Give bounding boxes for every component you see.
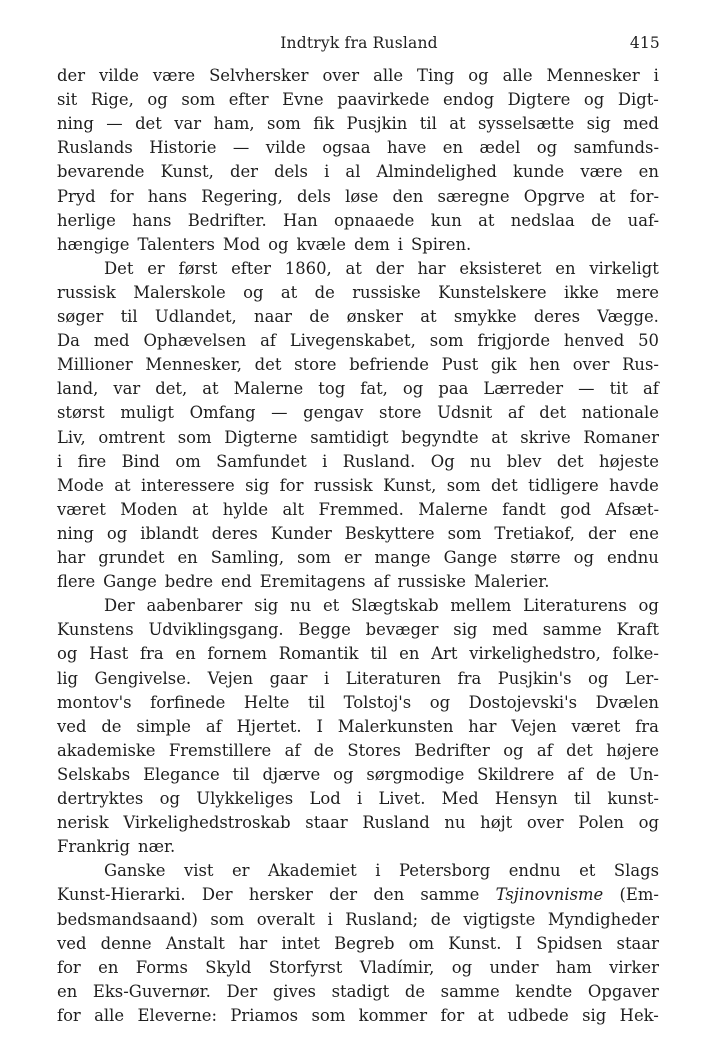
text-line: Liv, omtrent som Digterne samtidigt begyndte at skrive Romaner: [57, 427, 659, 447]
running-header: [58, 34, 660, 58]
text-line: bevarende Kunst, der dels i al Almindelighed kunde være en: [57, 162, 659, 182]
text-line: størst muligt Omfang — gengav store Udsnit af det nationale: [57, 403, 659, 423]
text-line: lig Gengivelse. Vejen gaar i Literaturen fra Pusjkin's og Ler-: [57, 668, 659, 688]
text-line: søger til Udlandet, naar de ønsker at smykke deres Vægge.: [57, 307, 659, 326]
text-line: Det er først efter 1860, at der har eksisteret en virkeligt: [104, 258, 659, 278]
text-line: for en Forms Skyld Storfyrst Vladímir, og under ham virker: [57, 957, 659, 977]
running-title: Indtryk fra Rusland: [280, 34, 438, 52]
text-line: herlige hans Bedrifter. Han opnaaede kun at nedslaa de uaf-: [57, 210, 659, 230]
text-line: dertryktes og Ulykkeliges Lod i Livet. Med Hensyn til kunst-: [57, 789, 659, 808]
text-line: ved de simple af Hjertet. I Malerkunsten har Vejen været fra: [57, 716, 659, 736]
text-line: Kunstens Udviklingsgang. Begge bevæger sig med samme Kraft: [57, 620, 659, 640]
text-line: og Hast fra en fornem Romantik til en Art virkelighedstro, folke-: [57, 644, 659, 664]
text-line: ved denne Anstalt har intet Begreb om Kunst. I Spidsen staar: [57, 933, 659, 953]
text-line: bedsmandsaand) som overalt i Rusland; de vigtigste Myndigheder: [57, 909, 659, 929]
text-line: ning — det var ham, som fik Pusjkin til at sysselsætte sig med: [57, 114, 659, 134]
text-line: Mode at interessere sig for russisk Kunst, som det tidligere havde: [57, 475, 659, 495]
text-line: Kunst-Hierarki. Der hersker der den samme Tsjinovnisme (Em-: [57, 885, 659, 905]
text-line: har grundet en Samling, som er mange Gange større og endnu: [57, 548, 659, 567]
text-line: ning og iblandt deres Kunder Beskyttere som Tretiakof, der ene: [57, 523, 659, 543]
text-line: Frankrig nær.: [57, 837, 176, 857]
text-line: hængige Talenters Mod og kvæle dem i Spiren.: [57, 234, 472, 254]
text-line: akademiske Fremstillere af de Stores Bedrifter og af det højere: [57, 740, 659, 760]
text-line: russisk Malerskole og at de russiske Kunstelskere ikke mere: [57, 282, 659, 302]
text-line: nerisk Virkelighedstroskab staar Rusland nu højt over Polen og: [57, 813, 659, 833]
text-line: en Eks-Guvernør. Der gives stadigt de samme kendte Opgaver: [57, 981, 659, 1001]
page-number: 415: [629, 34, 660, 52]
text-line: Ganske vist er Akademiet i Petersborg endnu et Slags: [104, 861, 659, 881]
text-line: der vilde være Selvhersker over alle Ting og alle Mennesker i: [57, 66, 659, 85]
text-line: for alle Eleverne: Priamos som kommer for at udbede sig Hek-: [57, 1005, 659, 1025]
text-line: Pryd for hans Regering, dels løse den særegne Opgrve at for-: [57, 186, 659, 206]
text-line: Ruslands Historie — vilde ogsaa have en ædel og samfunds-: [57, 138, 659, 158]
text-line: land, var det, at Malerne tog fat, og paa Lærreder — tit af: [57, 379, 659, 399]
text-line: flere Gange bedre end Eremitagens af russiske Malerier.: [57, 572, 550, 592]
text-line: Da med Ophævelsen af Livegenskabet, som frigjorde henved 50: [57, 331, 659, 351]
text-line: sit Rige, og som efter Evne paavirkede endog Digtere og Digt-: [57, 90, 659, 110]
text-line: Der aabenbarer sig nu et Slægtskab mellem Literaturens og: [104, 596, 659, 616]
text-line: montov's forfinede Helte til Tolstoj's og Dostojevski's Dvælen: [57, 692, 659, 712]
text-line: i fire Bind om Samfundet i Rusland. Og nu blev det højeste: [57, 451, 659, 471]
text-line: været Moden at hylde alt Fremmed. Malerne fandt god Afsæt-: [57, 499, 659, 519]
text-line: Selskabs Elegance til djærve og sørgmodige Skildrere af de Un-: [57, 764, 659, 784]
text-line: Millioner Mennesker, det store befriende Pust gik hen over Rus-: [57, 355, 659, 375]
